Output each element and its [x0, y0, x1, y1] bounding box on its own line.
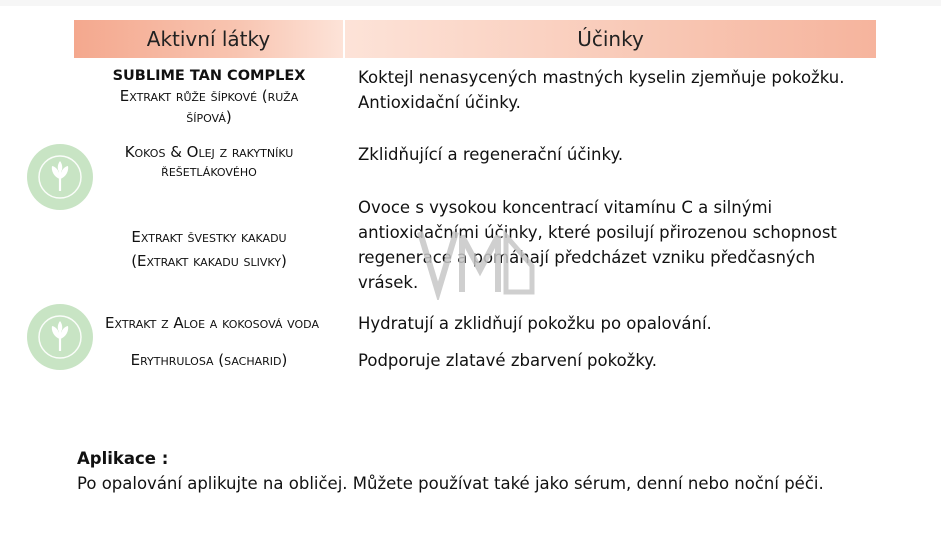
row-1-ingredient	[80, 66, 338, 128]
leaf-sprout-icon	[26, 143, 94, 211]
row-5-effect	[358, 348, 878, 373]
leaf-sprout-icon	[26, 303, 94, 371]
ingredient-line: (Extrakt kakadu slivky)	[131, 252, 287, 270]
vmd-watermark	[416, 226, 536, 305]
ingredient-line: řešetlákového	[161, 162, 257, 180]
header-effects: Účinky	[345, 20, 876, 58]
effect-line: regenerace a pomáhají předcházet vzniku předčasných	[358, 248, 816, 267]
effect-line: Zklidňující a regenerační účinky.	[358, 145, 624, 164]
ingredient-line: Extrakt švestky kakadu	[131, 228, 287, 246]
row-1-effect	[358, 65, 878, 115]
row-4-ingredient	[86, 313, 338, 334]
application-text: Po opalování aplikujte na obličej. Můžete používat také jako sérum, denní nebo noční péči.	[77, 474, 824, 493]
effect-line: Hydratují a zklidňují pokožku po opalování.	[358, 314, 712, 333]
row-2-ingredient	[80, 143, 338, 181]
effect-line: antioxidačními účinky, které posilují přirozenou schopnost	[358, 223, 837, 242]
effect-line: Ovoce s vysokou koncentrací vitamínu C a silnými	[358, 198, 773, 217]
actif-herboriste-seal	[26, 143, 94, 211]
row-3-ingredient	[80, 225, 338, 273]
ingredient-line: Extrakt růže šípkové (ruža	[119, 87, 299, 105]
header-active-ingredients: Aktivní látky	[74, 20, 343, 58]
vmd-logo-icon	[416, 226, 536, 300]
application-title: Aplikace :	[77, 449, 169, 468]
effect-line: Podporuje zlatavé zbarvení pokožky.	[358, 351, 657, 370]
ingredient-line: Kokos & Olej z rakytníku	[124, 143, 294, 161]
ingredient-line: Erythrulosa (sacharid)	[130, 351, 288, 369]
ingredient-line: Extrakt z Aloe a kokosová voda	[105, 314, 319, 332]
actif-herboriste-seal	[26, 303, 94, 371]
row-4-effect	[358, 311, 878, 336]
effect-line: vrásek.	[358, 273, 419, 292]
row-5-ingredient	[80, 350, 338, 371]
ingredient-title: SUBLIME TAN COMPLEX	[112, 68, 306, 84]
ingredient-line: šípová)	[186, 108, 232, 126]
top-border	[0, 0, 941, 6]
row-2-effect	[358, 142, 878, 167]
effect-line: Koktejl nenasycených mastných kyselin zjemňuje pokožku. Antioxidační účinky.	[358, 68, 845, 112]
